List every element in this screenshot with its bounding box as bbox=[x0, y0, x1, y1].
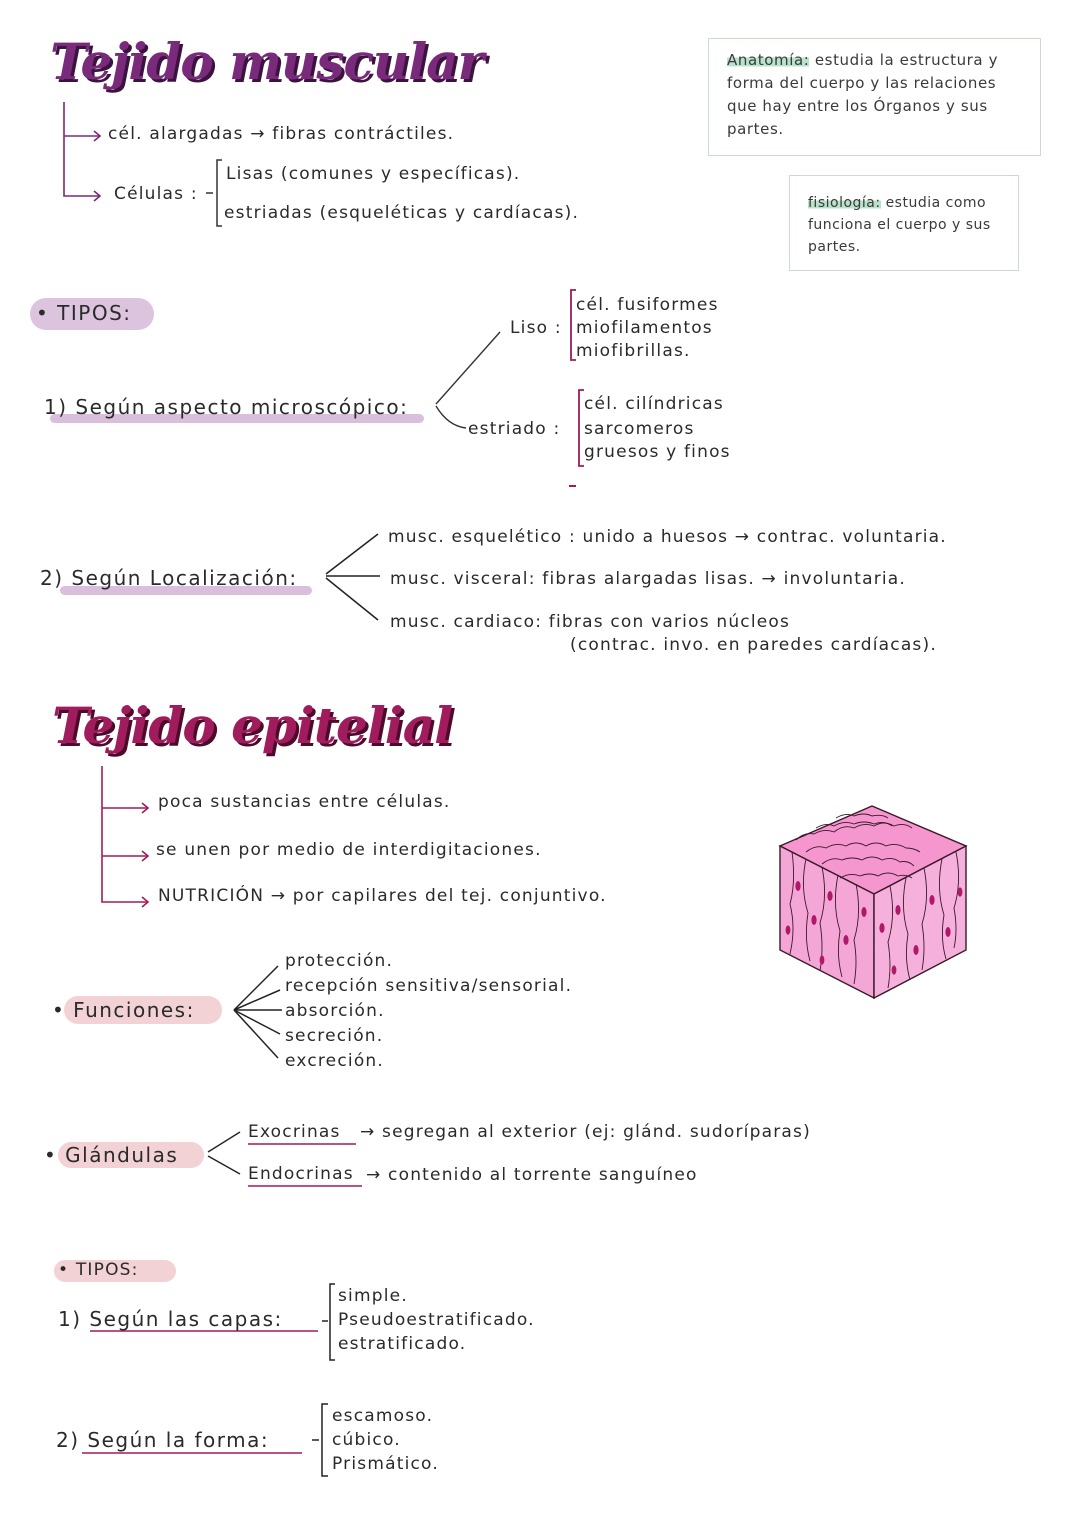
muscular-branch-fibras: cél. alargadas → fibras contráctiles. bbox=[108, 124, 455, 144]
epithelial-tissue-cube-illustration bbox=[776, 800, 970, 1002]
tipos-heading-muscular: • TIPOS: bbox=[36, 301, 132, 325]
glandula-endocrinas-name: Endocrinas bbox=[248, 1164, 354, 1184]
funcion-item: protección. bbox=[285, 951, 394, 971]
anatomia-term: Anatomía: bbox=[727, 51, 810, 69]
forma-label: 2) Según la forma: bbox=[56, 1428, 270, 1452]
funcion-item: secreción. bbox=[285, 1026, 384, 1046]
aspecto-label: 1) Según aspecto microscópico: bbox=[44, 395, 409, 419]
tipos-heading-epitelial: • TIPOS: bbox=[58, 1260, 139, 1280]
forma-item: escamoso. bbox=[332, 1406, 434, 1426]
funcion-item: recepción sensitiva/sensorial. bbox=[285, 976, 573, 996]
glandula-exocrinas-text: → segregan al exterior (ej: glánd. sudoríparas) bbox=[360, 1122, 811, 1142]
estriado-item: cél. cilíndricas bbox=[584, 394, 724, 414]
liso-label: Liso : bbox=[510, 318, 562, 338]
celulas-label: Células : bbox=[114, 184, 198, 204]
capa-item: estratificado. bbox=[338, 1334, 467, 1354]
funcion-item: excreción. bbox=[285, 1051, 384, 1071]
epitelial-branch: NUTRICIÓN → por capilares del tej. conjuntivo. bbox=[158, 886, 607, 906]
capa-item: simple. bbox=[338, 1286, 408, 1306]
page-title-epitelial: Tejido epitelial bbox=[52, 696, 453, 755]
celulas-estriadas: estriadas (esqueléticas y cardíacas). bbox=[224, 203, 580, 223]
capa-item: Pseudoestratificado. bbox=[338, 1310, 535, 1330]
forma-item: Prismático. bbox=[332, 1454, 439, 1474]
localizacion-cardiaco-note: (contrac. invo. en paredes cardíacas). bbox=[570, 635, 937, 655]
glandulas-label: • Glándulas bbox=[44, 1143, 179, 1167]
capas-label: 1) Según las capas: bbox=[58, 1307, 283, 1331]
estriado-item: gruesos y finos bbox=[584, 442, 731, 462]
funcion-item: absorción. bbox=[285, 1001, 385, 1021]
forma-item: cúbico. bbox=[332, 1430, 401, 1450]
localizacion-item: musc. esquelético : unido a huesos → contrac. voluntaria. bbox=[388, 527, 947, 547]
epitelial-branch: se unen por medio de interdigitaciones. bbox=[156, 840, 542, 860]
epitelial-branch: poca sustancias entre células. bbox=[158, 792, 451, 812]
estriado-item: sarcomeros bbox=[584, 419, 695, 439]
glandula-exocrinas-name: Exocrinas bbox=[248, 1122, 341, 1142]
liso-item: miofilamentos bbox=[576, 318, 713, 338]
liso-item: cél. fusiformes bbox=[576, 295, 719, 315]
anatomia-definition: estudia la estructura y forma del cuerpo y las relaciones que hay entre los Órganos y sus partes. bbox=[727, 51, 999, 138]
funciones-label: • Funciones: bbox=[52, 998, 195, 1022]
celulas-lisas: Lisas (comunes y específicas). bbox=[226, 164, 521, 184]
fisiologia-term: fisiología: bbox=[808, 195, 881, 211]
fisiologia-definition: estudia como funciona el cuerpo y sus partes. bbox=[808, 195, 991, 255]
estriado-label: estriado : bbox=[468, 419, 561, 439]
localizacion-item: musc. cardiaco: fibras con varios núcleos bbox=[390, 612, 791, 632]
localizacion-label: 2) Según Localización: bbox=[40, 566, 298, 590]
page-title-muscular: Tejido muscular bbox=[50, 32, 484, 91]
localizacion-item: musc. visceral: fibras alargadas lisas. → involuntaria. bbox=[390, 569, 907, 589]
glandula-endocrinas-text: → contenido al torrente sanguíneo bbox=[366, 1165, 698, 1185]
liso-item: miofibrillas. bbox=[576, 341, 691, 361]
